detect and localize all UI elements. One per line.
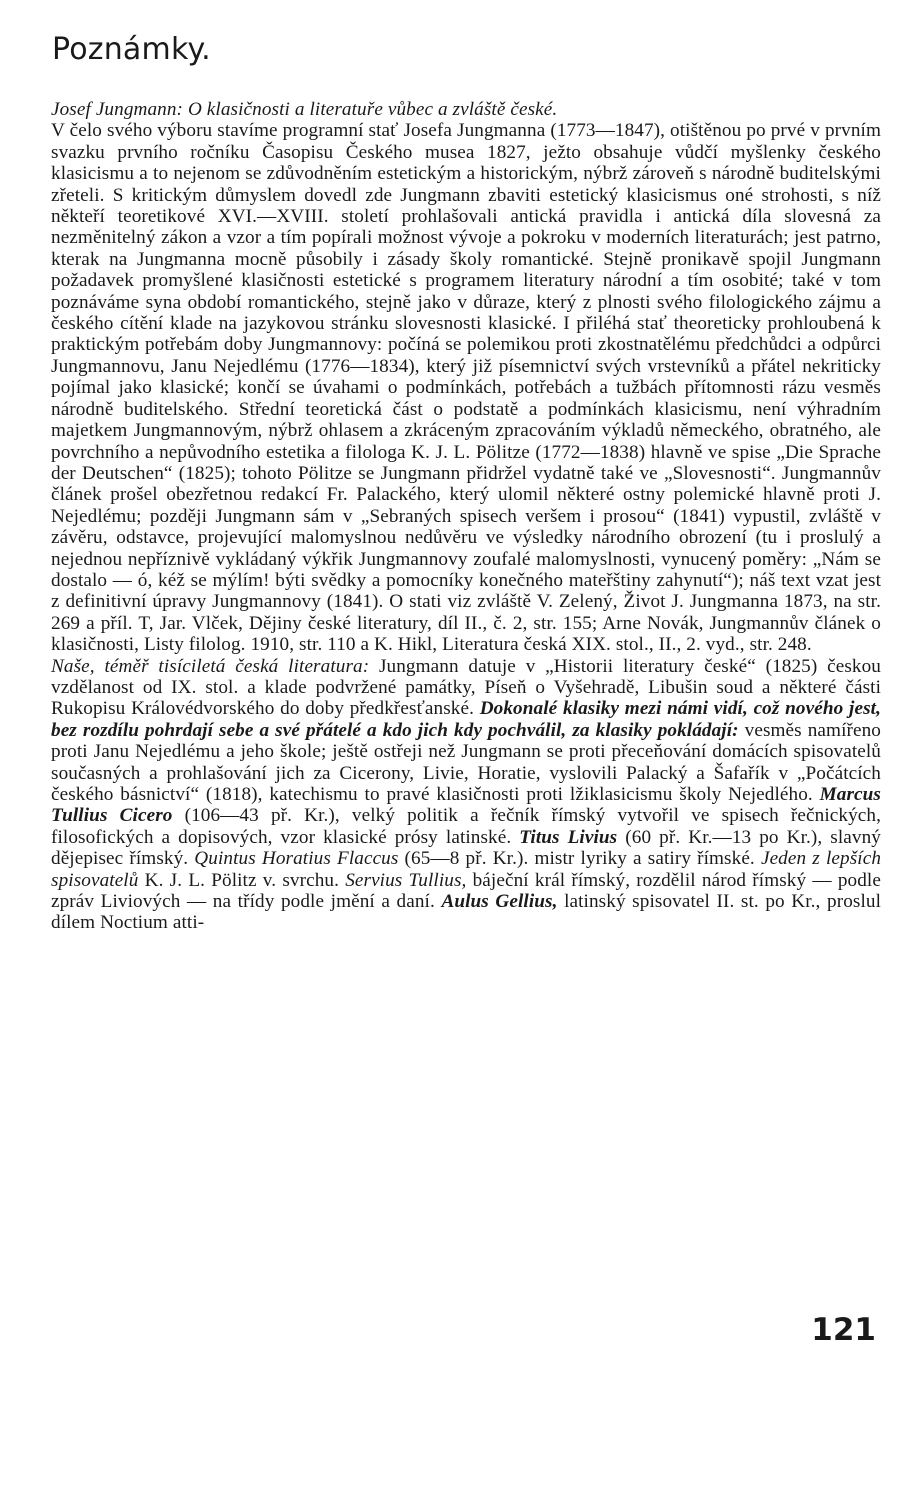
gloss-text: K. J. L. Pölitz v. svrchu. xyxy=(138,869,346,891)
gloss-text: vesměs namířeno proti Janu Nejedlému a jeho škole; ještě ostřeji než Jungmann se proti přeceňování domácích spisovatelů současných a prohlašování jich za Cicerony, Livie, Horatie, vyslovili Palacký a Šafařík v „Počátcích českého básnictví“ (1818), katechismu to pravé klasičnosti proti lžiklasicismu školy Nejedlého. xyxy=(51,719,881,805)
gloss-text: Jungmann datuje v „Historii literatury české“ (1825) českou vzdělanost od IX. stol. a klade podvržené památky, Píseň o Vyšehradě, Libušin soud a některé části Rukopisu Královédvorského do doby předkřesťanské. xyxy=(51,655,881,720)
gloss-term: Naše, téměř tisíciletá česká literatura: xyxy=(51,655,370,677)
paragraph-intro: V čelo svého výboru stavíme programní stať Josefa Jungmanna (1773—1847), otištěnou po prvé v prvním svazku prvního ročníku Časopisu Českého musea 1827, ježto obsahuje vůdčí myšlenky českého klasicismu a to nejenom se zdůvodněním estetickým a historickým, nýbrž zároveň s národně buditelskými zřeteli. S kritickým důmyslem dovedl zde Jungmann zbaviti estetický klasicismus oné strohosti, s níž někteří teoretikové XVI.—XVIII. století prohlašovali antická pravidla i antická díla slovesná za nezměnitelný zákon a vzor a tím popírali možnost vývoje a pokroku v moderních literaturách; jest patrno, kterak na Jungmanna mocně působily i zásady školy romantické. Stejně pronikavě spojil Jungmann požadavek promyšlené klasičnosti estetické s programem literatury národní a tím osobité; také v tom poznáváme syna období romantického, stejně jako v důraze, který z plnosti svého filologického zájmu a českého cítění klade na jazykovou stránku slovesnosti klasické. I přiléhá stať theoreticky prohloubená k praktickým potřebám doby Jungmannovy: počíná se polemikou proti zkostnatělému předchůdci a odpůrci Jungmannovu, Janu Nejedlému (1776—1834), který již písemnictví svých vrstevníků a přátel nekriticky pojímal jako klasické; končí se úvahami o podmínkách, potřebách a tužbách přítomnosti rázu vesměs národně buditelského. Střední teoretická část o podstatě a podmínkách klasicismu, není výhradním majetkem Jungmannovým, nýbrž ohlasem a zkráceným zpracováním výkladů německého, obratného, ale povrchního a nepůvodního estetika a filologa K. J. L. Pölitze (1772—1838) hlavně ve spise „Die Sprache der Deutschen“ (1825); tohoto Pölitze se Jungmann přidržel vydatně také ve „Slovesnosti“. Jungmannův článek prošel obezřetnou redakcí Fr. Palackého, který ulomil některé ostny polemické hlavně proti J. Nejedlému; později Jungmann sám v „Sebraných spisech veršem i prosou“ (1841) vypustil, zvláště v závěru, odstavce, projevující malomyslnou nedůvěru ve výsledky národního obrození (tu i proslulý a nejednou nepříznivě vykládaný výkřik Jungmannovy zoufalé malomyslnosti, vynucený poměry: „Nám se dostalo — ó, kéž se mýlím! býti svědky a pomocníky konečného mateřštiny zahynutí“); náš text vzat jest z definitivní úpravy Jungmannovy (1841). O stati viz zvláště V. Zelený, Život J. Jungmanna 1873, na str. 269 a příl. T, Jar. Vlček, Dějiny české literatury, díl II., č. 2, str. 155; Arne Novák, Jungmannův článek o klasičnosti, Listy filolog. 1910, str. 110 a K. Hikl, Literatura česká XIX. stol., II., 2. vyd., str. 248. xyxy=(51,120,881,656)
page-number: 121 xyxy=(811,1312,876,1348)
gloss-text: latinský spisovatel II. st. po Kr., proslul dílem Noctium atti- xyxy=(51,891,882,934)
paragraph-glosses xyxy=(51,656,881,934)
gloss-text: (106—43 př. Kr.), velký politik a řečník římský vytvořil ve spisech řečnických, filosofických a dopisových, vzor klasické prósy latinské. xyxy=(51,805,881,848)
gloss-term: Marcus Tullius Cicero xyxy=(51,784,881,827)
gloss-term: Titus Livius xyxy=(519,826,618,848)
gloss-term: Servius Tullius, xyxy=(345,869,467,891)
notes-body xyxy=(51,99,881,934)
gloss-term: Jeden z lepších spisovatelů xyxy=(51,848,882,891)
gloss-term: Dokonalé klasiky mezi námi vidí, což nového jest, bez rozdílu pohrdají sebe a své přátelé a kdo jich kdy pochválil, za klasiky pokládají: xyxy=(51,698,881,741)
gloss-text: (65—8 př. Kr.). mistr lyriky a satiry římské. xyxy=(398,848,761,870)
gloss-term: Aulus Gellius, xyxy=(441,891,558,913)
gloss-term: Quintus Horatius Flaccus xyxy=(194,848,399,870)
gloss-text: báječní král římský, rozdělil národ římský — podle zpráv Liviových — na třídy podle jmění a daní. xyxy=(51,869,881,913)
page-heading: Poznámky. xyxy=(52,32,211,67)
gloss-text: (60 př. Kr.—13 po Kr.), slavný dějepisec římský. xyxy=(51,826,881,870)
source-title: Josef Jungmann: O klasičnosti a literatuře vůbec a zvláště české. xyxy=(51,99,558,120)
